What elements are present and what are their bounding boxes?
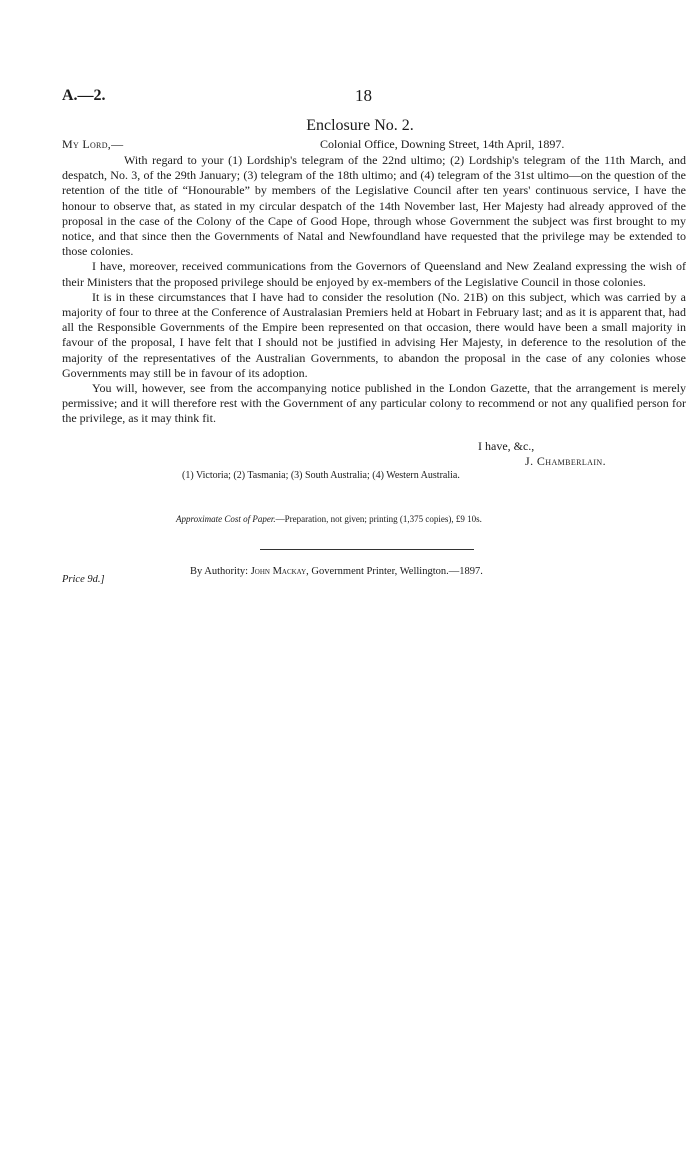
cost-detail: —Preparation, not given; printing (1,375 copies), £9 10s. [275, 514, 482, 524]
letter-body [62, 153, 686, 427]
divider-rule [260, 549, 474, 550]
authority-suffix: , Government Printer, Wellington.—1897. [306, 566, 483, 577]
dateline: Colonial Office, Downing Street, 14th April, 1897. [320, 137, 565, 151]
enclosure-title: Enclosure No. 2. [306, 117, 414, 134]
printer-authority [190, 566, 483, 577]
cost-lead: Approximate Cost of Paper. [176, 514, 276, 524]
paragraph-3: It is in these circumstances that I have had to consider the resolution (No. 21B) on this subject, which was carried by a majority of four to three at the Conference of Australasian Premiers held at Hobart in February last; and as it is apparent that, had all the Responsible Governments of the Empire been represented on that occasion, there would have been a small majority in favour of the proposal, I have felt that I should not be justified in advising Her Majesty, in deference to the resolution of the majority of the representatives of the Australian Governments, to abandon the proposal in the case of any colonies whose Governments may still be in favour of its adoption. [62, 289, 686, 380]
authority-prefix: By Authority: [190, 566, 249, 577]
salutation: My Lord,— [62, 137, 124, 151]
paragraph-4: You will, however, see from the accompanying notice published in the London Gazette, that the arrangement is merely permissive; and it will therefore rest with the Government of any particular colony to recommend or not any qualified person for the privilege, as it may think fit. [62, 381, 686, 426]
salutation-row [62, 137, 630, 153]
paragraph-1: With regard to your (1) Lordship's telegram of the 22nd ultimo; (2) Lordship's telegram of the 11th March, and despatch, No. 3, of the 29th January; (3) telegram of the 18th ultimo; and (4) telegram of the 31st ultimo—on the question of the retention of the title of “Honourable” by members of the Legislative Council after ten years' continuous service, I have the honour to observe that, as stated in my circular despatch of the 14th November last, Her Majesty had already approved of the proposal in the case of the Colony of the Cape of Good Hope, through whose Government the subject was first brought to my notice, and that since then the Governments of Natal and Newfoundland have requested that the privilege may be extended to those colonies. [62, 153, 686, 259]
signoff: I have, &c., [478, 439, 535, 453]
cost-of-paper [176, 514, 482, 524]
printer-name: John Mackay [250, 566, 307, 577]
signature: J. Chamberlain. [525, 454, 607, 468]
page-number: 18 [355, 86, 372, 105]
document-reference: A.—2. [62, 87, 106, 104]
footnote: (1) Victoria; (2) Tasmania; (3) South Australia; (4) Western Australia. [182, 470, 460, 481]
price: Price 9d.] [62, 574, 105, 585]
paragraph-2: I have, moreover, received communications from the Governors of Queensland and New Zealand expressing the wish of their Ministers that the proposed privilege should be enjoyed by ex-members of the Legislative Council in those colonies. [62, 259, 686, 289]
